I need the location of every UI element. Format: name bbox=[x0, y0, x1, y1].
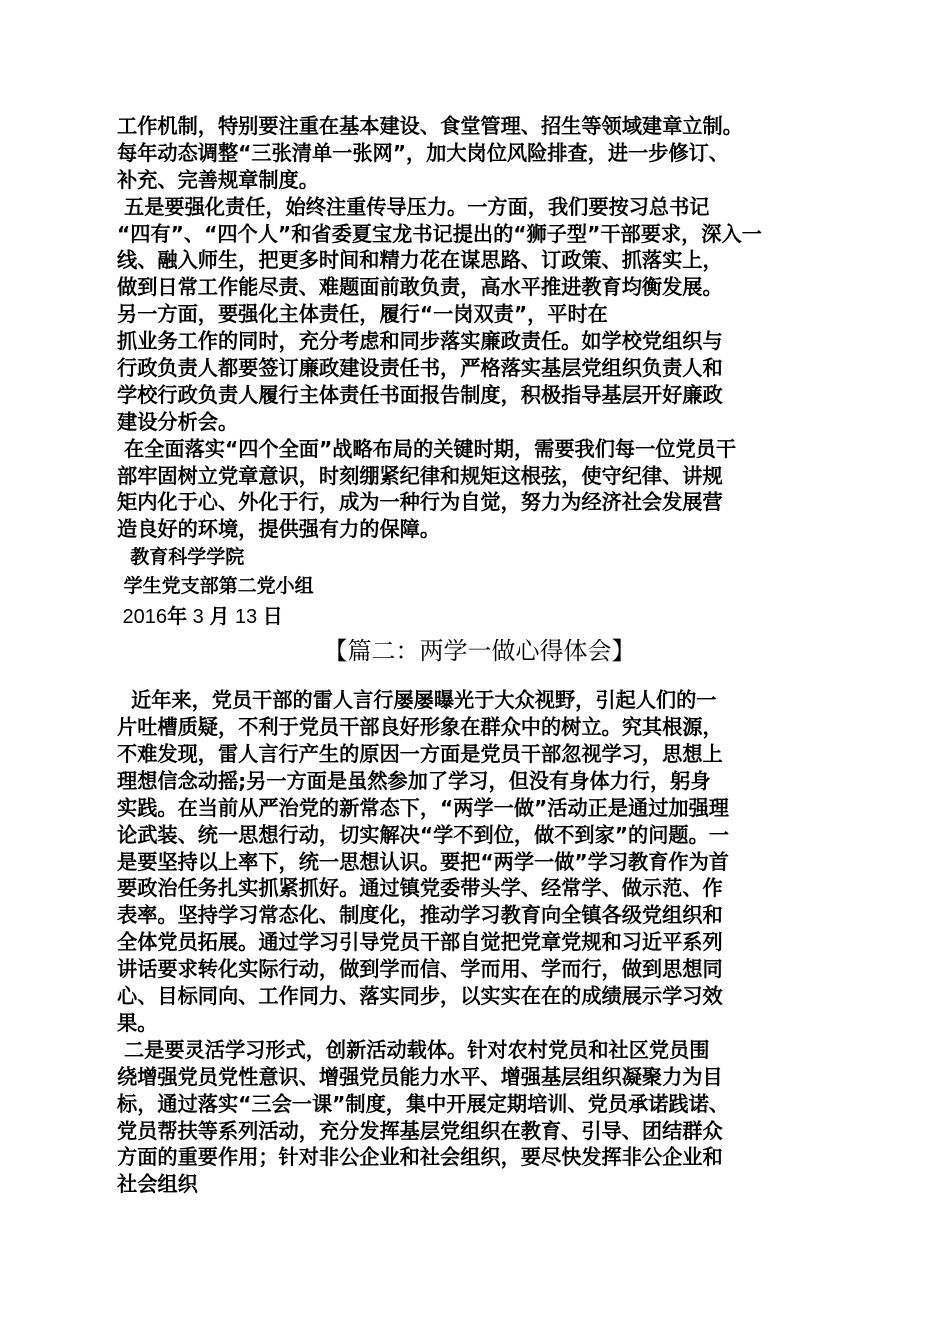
text-line: 片吐槽质疑，不利于党员干部良好形象在群众中的树立。究其根源， bbox=[117, 715, 723, 740]
text-line: 果。 bbox=[117, 1010, 158, 1035]
text-line: 近年来，党员干部的雷人言行屡屡曝光于大众视野，引起人们的一 bbox=[117, 688, 717, 713]
text-line: 社会组织 bbox=[117, 1172, 198, 1197]
text-line: 每年动态调整“三张清单一张网”，加大岗位风险排查，进一步修订、 bbox=[117, 140, 729, 165]
text-line: 工作机制，特别要注重在基本建设、食堂管理、招生等领域建章立制。 bbox=[117, 114, 743, 138]
signature-block bbox=[117, 543, 842, 631]
signature-group: 学生党支部第二党小组 bbox=[117, 575, 314, 598]
text-line: 全体党员拓展。通过学习引导党员干部自觉把党章党规和习近平系列 bbox=[117, 930, 723, 955]
text-line: 理想信念动摇;另一方面是虽然参加了学习，但没有身体力行，躬身 bbox=[117, 768, 711, 793]
text-line: 学校行政负责人履行主体责任书面报告制度，积极指导基层开好廉政 bbox=[117, 382, 723, 407]
text-line: 不难发现，雷人言行产生的原因一方面是党员干部忽视学习，思想上 bbox=[117, 742, 723, 767]
text-line: 五是要强化责任，始终注重传导压力。一方面，我们要按习总书记 bbox=[117, 194, 710, 219]
text-line: 抓业务工作的同时，充分考虑和同步落实廉政责任。如学校党组织与 bbox=[117, 329, 723, 354]
text-line: 讲话要求转化实际行动，做到学而信、学而用、学而行，做到思想同 bbox=[117, 957, 723, 982]
text-line: 做到日常工作能尽责、难题面前敢负责，高水平推进教育均衡发展。 bbox=[117, 275, 723, 300]
text-line: 在全面落实“四个全面”战略布局的关键时期，需要我们每一位党员干 bbox=[117, 436, 737, 461]
section-heading: 【篇二：两学一做心得体会】 bbox=[323, 637, 636, 666]
text-line: 行政负责人都要签订廉政建设责任书，严格落实基层党组织负责人和 bbox=[117, 356, 723, 381]
text-line: 标，通过落实“三会一课”制度，集中开展定期培训、党员承诺践诺、 bbox=[117, 1091, 729, 1116]
date-month-unit: 月 bbox=[209, 604, 230, 629]
text-line: 党员帮扶等系列活动，充分发挥基层党组织在教育、引导、团结群众 bbox=[117, 1118, 723, 1143]
text-line: 表率。坚持学习常态化、制度化，推动学习教育向全镇各级党组织和 bbox=[117, 903, 723, 928]
text-line: “四有”、“四个人”和省委夏宝龙书记提出的“狮子型”干部要求，深入一 bbox=[117, 221, 762, 246]
text-line: 要政治任务扎实抓紧抓好。通过镇党委带头学、经常学、做示范、作 bbox=[117, 876, 723, 901]
text-line: 部牢固树立党章意识，时刻绷紧纪律和规矩这根弦，使守纪律、讲规 bbox=[117, 463, 723, 488]
date-month: 3 bbox=[192, 606, 204, 629]
date-year-unit: 年 bbox=[167, 604, 188, 629]
text-line: 矩内化于心、外化于行，成为一种行为自觉，努力为经济社会发展营 bbox=[117, 490, 723, 515]
date-day-unit: 日 bbox=[262, 604, 283, 629]
text-line: 是要坚持以上率下，统一思想认识。要把“两学一做”学习教育作为首 bbox=[117, 849, 729, 874]
text-line: 补充、完善规章制度。 bbox=[117, 167, 319, 192]
text-line: 线、融入师生，把更多时间和精力花在谋思路、订政策、抓落实上， bbox=[117, 248, 723, 273]
text-line: 建设分析会。 bbox=[117, 409, 239, 434]
signature-org: 教育科学学院 bbox=[117, 546, 245, 569]
text-line: 心、目标同向、工作同力、落实同步，以实实在在的成绩展示学习效 bbox=[117, 984, 723, 1009]
date-day: 13 bbox=[234, 606, 258, 629]
text-line: 绕增强党员党性意识、增强党员能力水平、增强基层组织凝聚力为目 bbox=[117, 1064, 723, 1089]
section-1-text bbox=[117, 113, 842, 543]
text-line: 二是要灵活学习形式，创新活动载体。针对农村党员和社区党员围 bbox=[117, 1037, 710, 1062]
text-line: 造良好的环境，提供强有力的保障。 bbox=[117, 517, 441, 542]
section-2-text bbox=[117, 687, 842, 1198]
text-line: 方面的重要作用；针对非公企业和社会组织，要尽快发挥非公企业和 bbox=[117, 1145, 723, 1170]
text-line: 另一方面，要强化主体责任，履行“一岗双责”，平时在 bbox=[117, 302, 608, 327]
date-year: 2016 bbox=[117, 606, 168, 629]
document-body bbox=[117, 113, 842, 1198]
text-line: 实践。在当前从严治党的新常态下，“两学一做”活动正是通过加强理 bbox=[117, 795, 729, 820]
text-line: 论武装、统一思想行动，切实解决“学不到位，做不到家”的问题。一 bbox=[117, 822, 729, 847]
signature-date bbox=[117, 601, 842, 631]
